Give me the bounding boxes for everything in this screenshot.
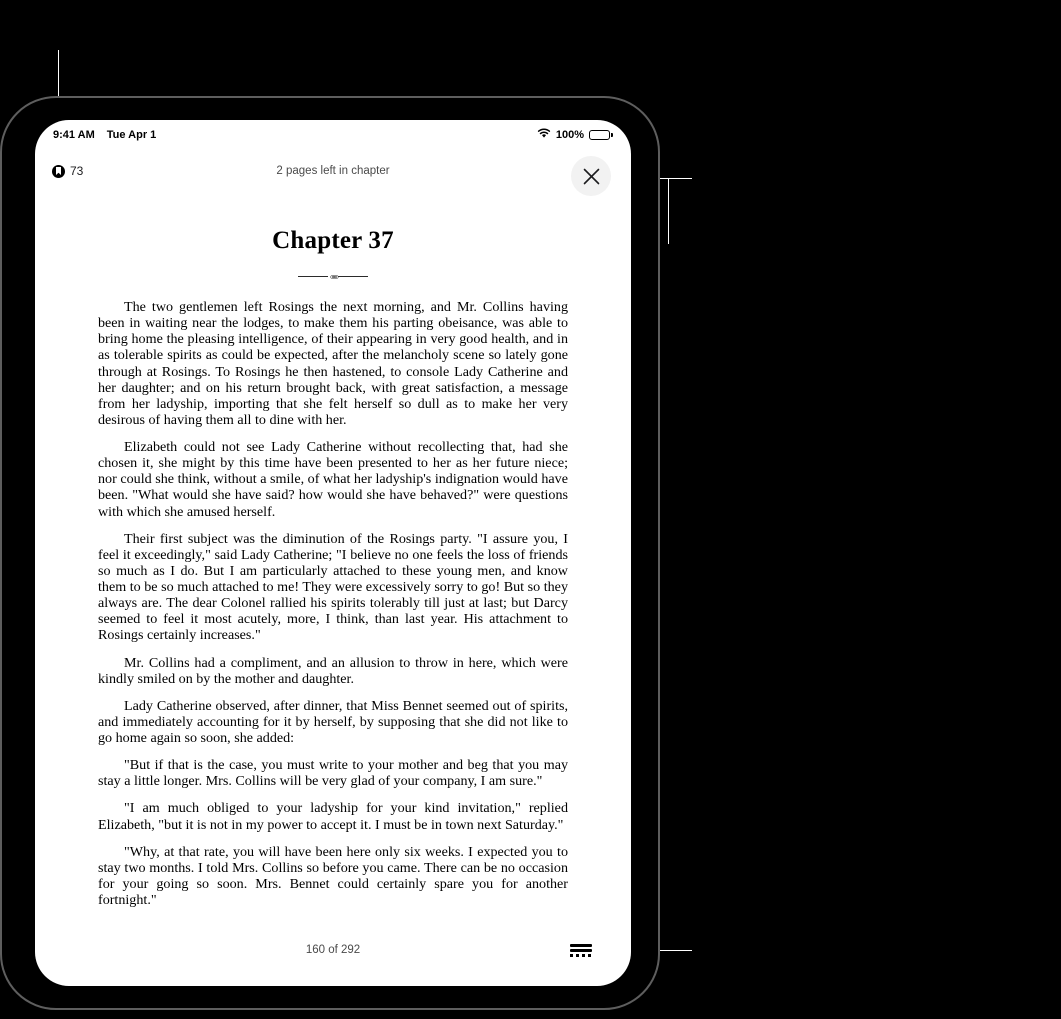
chapter-progress-label: 2 pages left in chapter [276,165,390,177]
status-bar [35,120,631,150]
book-paragraph: Their first subject was the diminution of the Rosings party. "I assure you, I feel it exceedingly," said Lady Catherine; "I believe no one feels the loss of friends so much as I do. But I am particularly attached to these young men, and know them to be so much attached to me! They were excessively sorry to go! But so they always are. The dear Colonel rallied his spirits tolerably till just at last; but Darcy seemed to feel it most acutely, more, I think, than last year. His attachment to Rosings certainly increases." [98,530,568,644]
book-content[interactable] [35,204,631,926]
battery-icon [589,130,613,140]
page-indicator-label: 160 of 292 [305,944,361,956]
status-date: Tue Apr 1 [106,129,157,141]
status-time: 9:41 AM [53,129,95,141]
close-button[interactable] [571,156,611,196]
chapter-ornament: ◦◦◦◦ [98,270,568,283]
close-icon [583,168,600,185]
book-paragraph: "Why, at that rate, you will have been here only six weeks. I expected you to stay two months. I told Mrs. Collins so before you came. There can be no occasion for your going so soon. Mrs. Bennet could certainly spare you for another fortnight." [98,843,568,908]
callout-close-line-vertical [668,178,669,244]
status-bar-right [537,128,613,142]
book-paragraph: The two gentlemen left Rosings the next morning, and Mr. Collins having been in waiting near the lodges, to make them his parting obeisance, was able to bring home the pleasing intelligence, of their appearing in very good health, and in as tolerable spirits as could be expected, after the melancholy scene so lately gone through at Rosings. To Rosings he then hastened, to console Lady Catherine and her daughter; and on his return brought back, with great satisfaction, a message from her ladyship, importing that she felt herself so dull as to make her very desirous of having them all to dine with her. [98,299,568,428]
book-paragraph: Elizabeth could not see Lady Catherine without recollecting that, had she chosen it, she might by this time have been presented to her as her future niece; nor could she think, without a smile, of what her ladyship's indignation would have been. "What would she have said? how would she have behaved?" were questions with which she amused herself. [98,439,568,520]
book-paragraph: Mr. Collins had a compliment, and an allusion to throw in here, which were kindly smiled on by the mother and daughter. [98,654,568,687]
chapter-title: Chapter 37 [272,227,394,254]
tablet-device-frame [0,96,660,1010]
bookmark-count-label: 73 [70,164,84,178]
book-paragraph: "But if that is the case, you must write to your mother and beg that you may stay a little longer. Mrs. Collins will be very glad of your company, I am sure." [98,757,568,790]
status-bar-left [53,129,156,141]
book-paragraph: Lady Catherine observed, after dinner, that Miss Bennet seemed out of spirits, and immediately accounting for it by herself, by supposing that she did not like to go home again so soon, she added: [98,697,568,746]
book-paragraph: "I am much obliged to your ladyship for your kind invitation," replied Elizabeth, "but it is not in my power to accept it. I must be in town next Saturday." [98,800,568,833]
device-screen [35,120,631,986]
reader-toolbar [35,156,631,196]
menu-button[interactable] [570,940,596,962]
battery-percent-label: 100% [555,129,584,141]
wifi-icon [537,128,551,142]
